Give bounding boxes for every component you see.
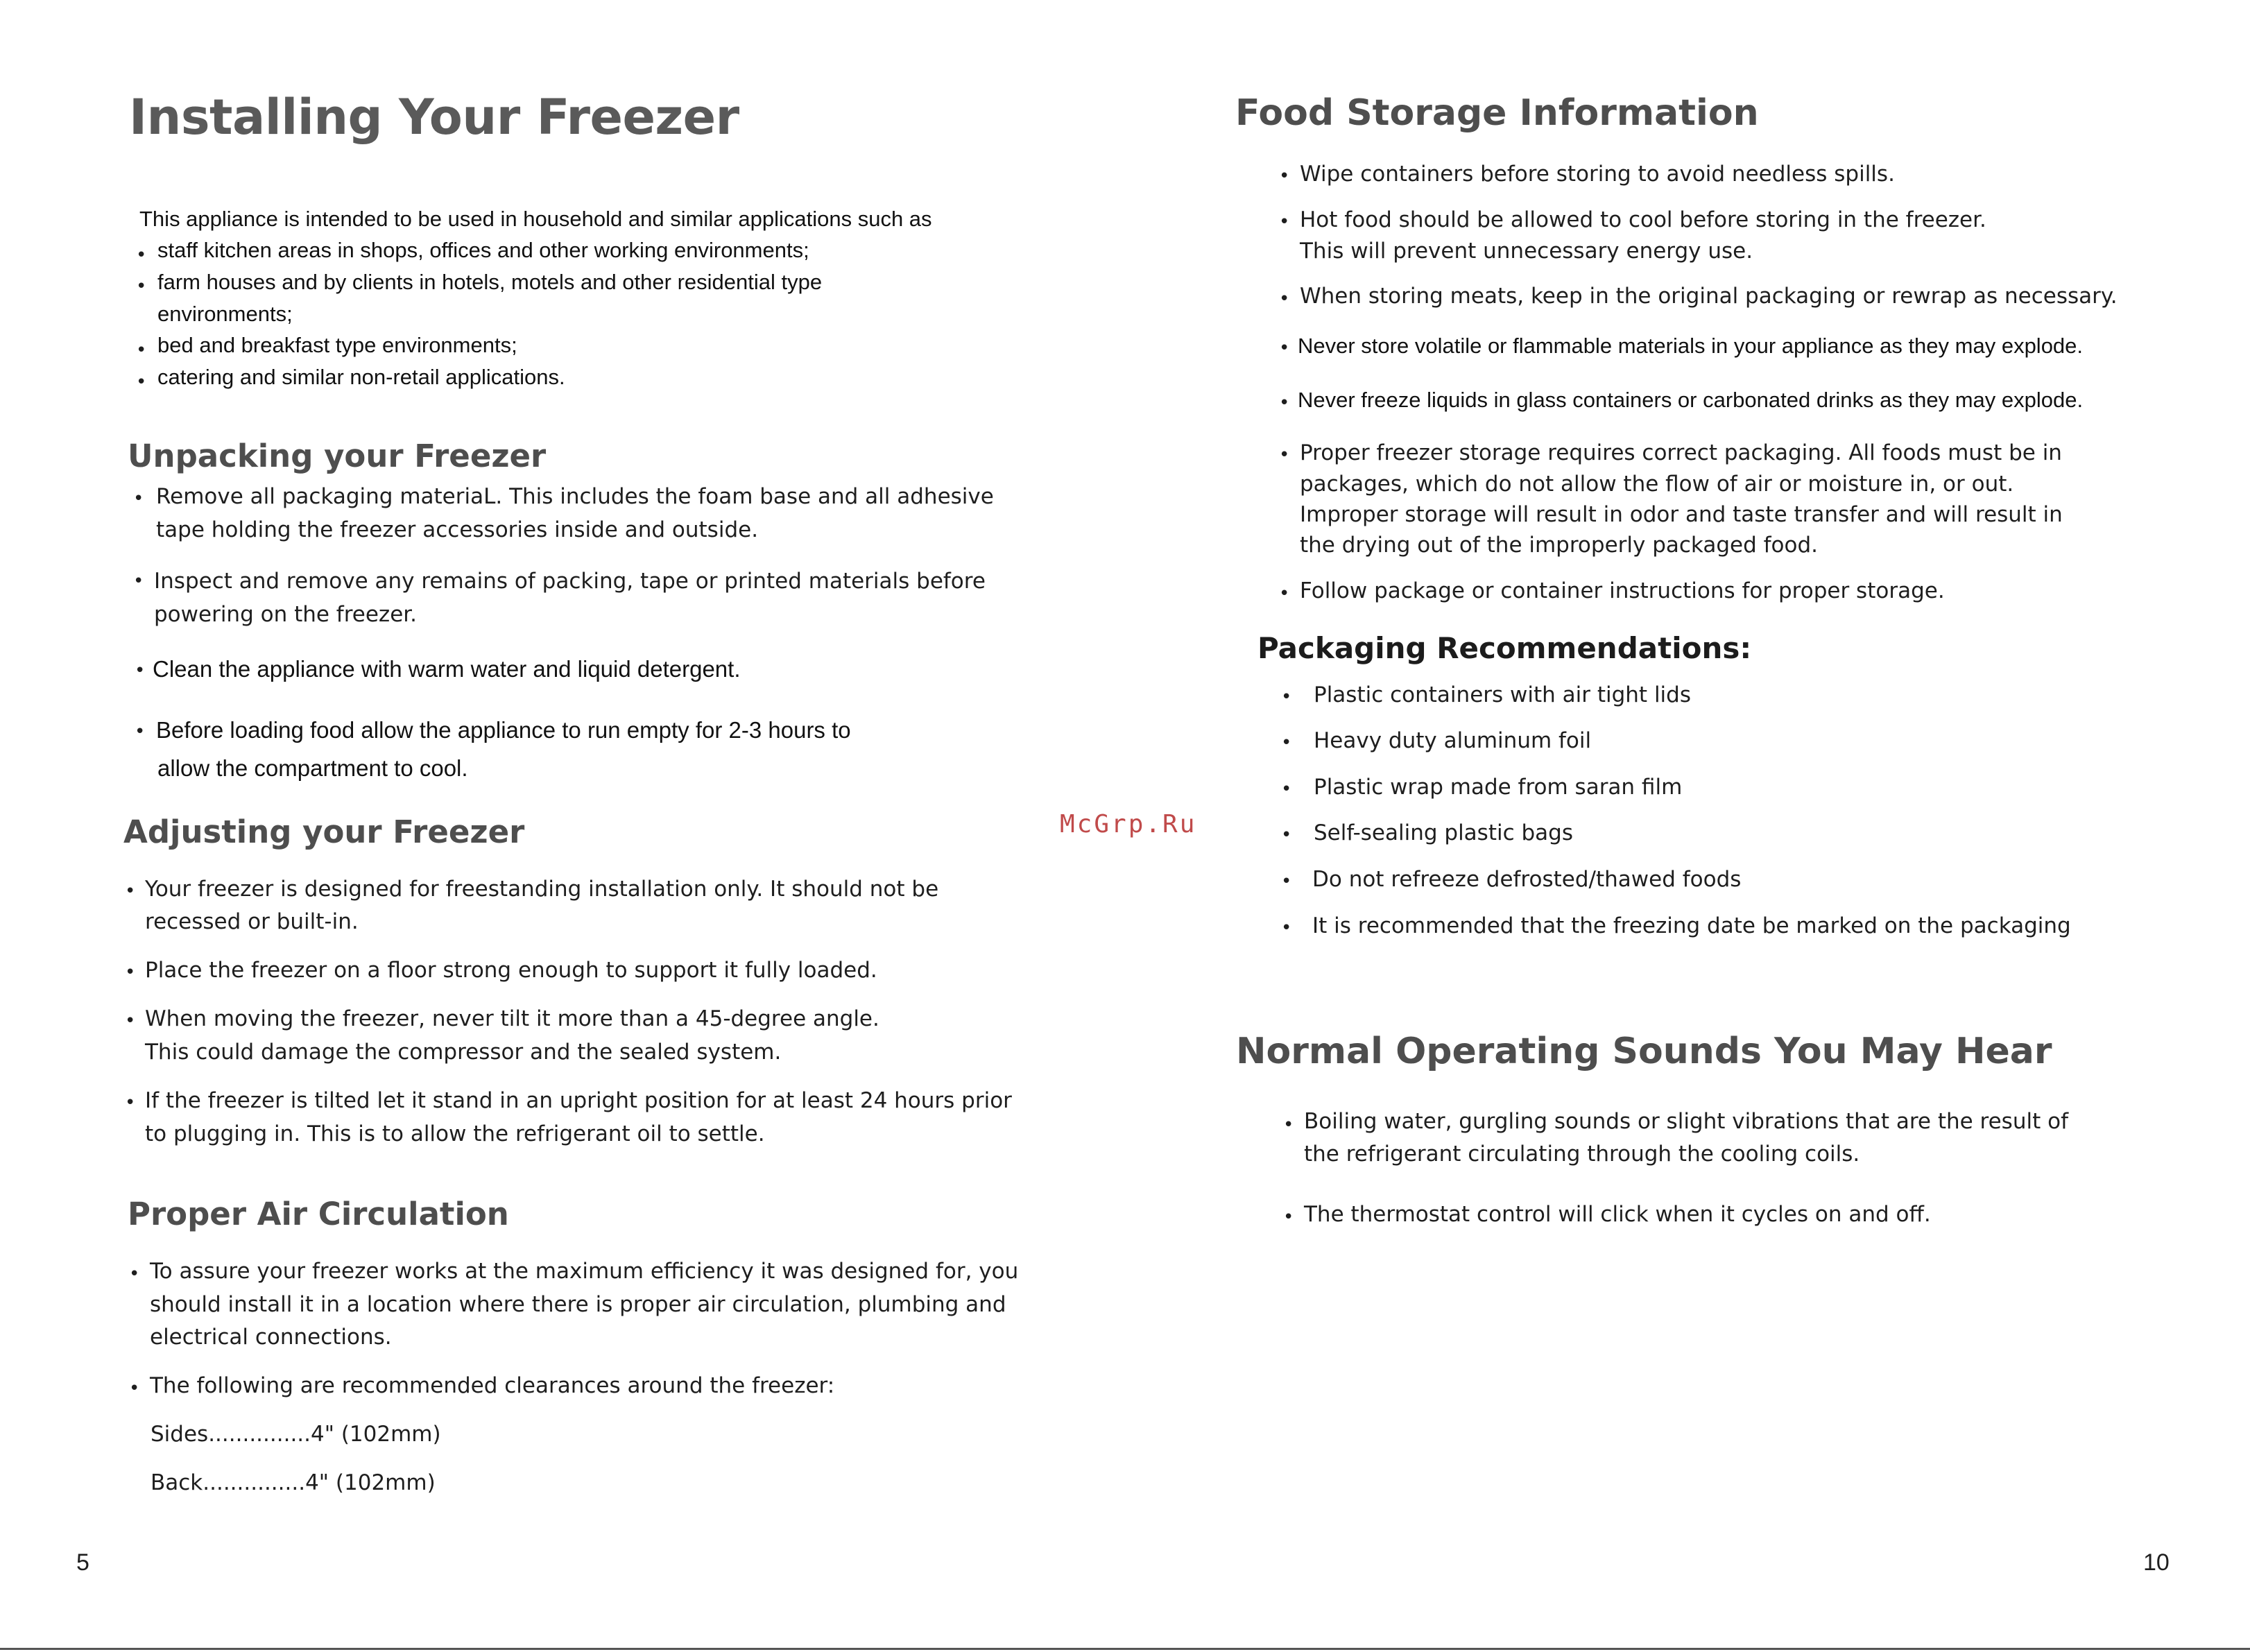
intro-item: catering and similar non-retail applications. xyxy=(157,365,565,389)
bottom-rule xyxy=(0,1648,2250,1650)
bullet: • xyxy=(1283,1115,1294,1135)
bullet: • xyxy=(1279,212,1290,232)
food-line: When storing meats, keep in the original packaging or rewrap as necessary. xyxy=(1300,284,2118,309)
bullet: • xyxy=(1279,338,1290,359)
packaging-item: Plastic containers with air tight lids xyxy=(1314,682,1691,707)
packaging-item: It is recommended that the freezing date be marked on the packaging xyxy=(1312,913,2071,938)
adjusting-line: to plugging in. This is to allow the refrigerant oil to settle. xyxy=(145,1121,765,1146)
bullet: • xyxy=(1281,918,1292,938)
unpacking-line: allow the compartment to cool. xyxy=(157,755,468,781)
page-number-left: 5 xyxy=(76,1549,89,1576)
bullet: • xyxy=(136,340,147,361)
bullet: • xyxy=(136,245,147,266)
intro-item: farm houses and by clients in hotels, motels and other residential type xyxy=(157,270,823,294)
unpacking-line: Remove all packaging materiaL. This includes the foam base and all adhesive xyxy=(156,484,994,509)
food-line: Improper storage will result in odor and taste transfer and will result in xyxy=(1300,502,2063,527)
bullet: • xyxy=(1279,393,1290,413)
unpacking-line: powering on the freezer. xyxy=(154,602,418,627)
packaging-item: Heavy duty aluminum foil xyxy=(1314,728,1592,753)
bullet: • xyxy=(1281,687,1292,707)
bullet: • xyxy=(136,372,147,393)
watermark: McGrp.Ru xyxy=(1060,810,1197,838)
bullet: • xyxy=(135,721,146,742)
unpacking-line: Before loading food allow the appliance to run empty for 2-3 hours to xyxy=(156,717,851,743)
bullet: • xyxy=(129,1378,140,1399)
adjusting-heading: Adjusting your Freezer xyxy=(123,814,525,850)
food-line: the drying out of the improperly packaged food. xyxy=(1300,533,1818,558)
clearance-sides: Sides...............4" (102mm) xyxy=(151,1422,441,1447)
bullet: • xyxy=(1279,445,1290,465)
bullet: • xyxy=(1283,1207,1294,1228)
sounds-line: Boiling water, gurgling sounds or slight vibrations that are the result of xyxy=(1304,1109,2068,1134)
bullet: • xyxy=(129,1264,140,1284)
food-line: Never freeze liquids in glass containers or carbonated drinks as they may explode. xyxy=(1298,388,2084,412)
bullet: • xyxy=(136,276,147,297)
bullet: • xyxy=(125,1010,136,1031)
adjusting-line: This could damage the compressor and the sealed system. xyxy=(145,1040,782,1065)
intro-item: environments; xyxy=(157,302,293,326)
bullet: • xyxy=(1279,166,1290,187)
bullet: • xyxy=(133,571,144,592)
adjusting-line: recessed or built-in. xyxy=(145,909,359,934)
food-line: Proper freezer storage requires correct packaging. All foods must be in xyxy=(1300,440,2062,465)
adjusting-line: Place the freezer on a floor strong enough to support it fully loaded. xyxy=(145,958,877,983)
bullet: • xyxy=(125,962,136,983)
unpacking-line: Clean the appliance with warm water and liquid detergent. xyxy=(153,656,741,682)
air-line: To assure your freezer works at the maximum efficiency it was designed for, you xyxy=(150,1259,1019,1284)
air-line: The following are recommended clearances around the freezer: xyxy=(150,1373,835,1398)
clearance-back: Back...............4" (102mm) xyxy=(151,1470,436,1495)
unpacking-line: tape holding the freezer accessories inside and outside. xyxy=(156,517,759,542)
bullet: • xyxy=(125,881,136,902)
air-line: should install it in a location where there is proper air circulation, plumbing and xyxy=(150,1292,1006,1317)
bullet: • xyxy=(1281,825,1292,845)
air-heading: Proper Air Circulation xyxy=(128,1196,509,1232)
food-line: Hot food should be allowed to cool before storing in the freezer. xyxy=(1300,207,1986,232)
packaging-heading: Packaging Recommendations: xyxy=(1257,631,1752,665)
bullet: • xyxy=(1279,289,1290,309)
page-title: Installing Your Freezer xyxy=(129,89,739,146)
food-line: Wipe containers before storing to avoid needless spills. xyxy=(1300,162,1895,187)
intro-lead: This appliance is intended to be used in household and similar applications such as xyxy=(139,207,932,231)
unpacking-line: Inspect and remove any remains of packing, tape or printed materials before xyxy=(154,569,986,594)
adjusting-line: If the freezer is tilted let it stand in an upright position for at least 24 hours prior xyxy=(145,1088,1012,1113)
food-line: Follow package or container instructions for proper storage. xyxy=(1300,578,1945,603)
bullet: • xyxy=(1281,871,1292,892)
packaging-item: Plastic wrap made from saran film xyxy=(1314,775,1683,800)
sounds-heading: Normal Operating Sounds You May Hear xyxy=(1236,1031,2052,1072)
bullet: • xyxy=(1279,583,1290,604)
adjusting-line: Your freezer is designed for freestanding installation only. It should not be xyxy=(145,877,939,902)
food-line: packages, which do not allow the flow of air or moisture in, or out. xyxy=(1300,472,2014,497)
food-line: Never store volatile or flammable materials in your appliance as they may explode. xyxy=(1298,334,2084,358)
food-line: This will prevent unnecessary energy use. xyxy=(1300,239,1753,264)
intro-item: bed and breakfast type environments; xyxy=(157,333,517,357)
packaging-item: Self-sealing plastic bags xyxy=(1314,820,1573,845)
page-number-right: 10 xyxy=(2143,1549,2170,1576)
bullet: • xyxy=(1281,779,1292,800)
food-heading: Food Storage Information xyxy=(1235,92,1759,134)
bullet: • xyxy=(133,488,144,509)
bullet: • xyxy=(1281,732,1292,753)
packaging-item: Do not refreeze defrosted/thawed foods xyxy=(1312,867,1742,892)
unpacking-heading: Unpacking your Freezer xyxy=(128,438,547,474)
intro-item: staff kitchen areas in shops, offices and other working environments; xyxy=(157,238,809,262)
bullet: • xyxy=(125,1092,136,1113)
sounds-line: The thermostat control will click when it cycles on and off. xyxy=(1304,1202,1931,1227)
bullet: • xyxy=(135,660,146,681)
adjusting-line: When moving the freezer, never tilt it more than a 45-degree angle. xyxy=(145,1006,879,1031)
air-line: electrical connections. xyxy=(150,1325,392,1350)
sounds-line: the refrigerant circulating through the cooling coils. xyxy=(1304,1142,1860,1167)
